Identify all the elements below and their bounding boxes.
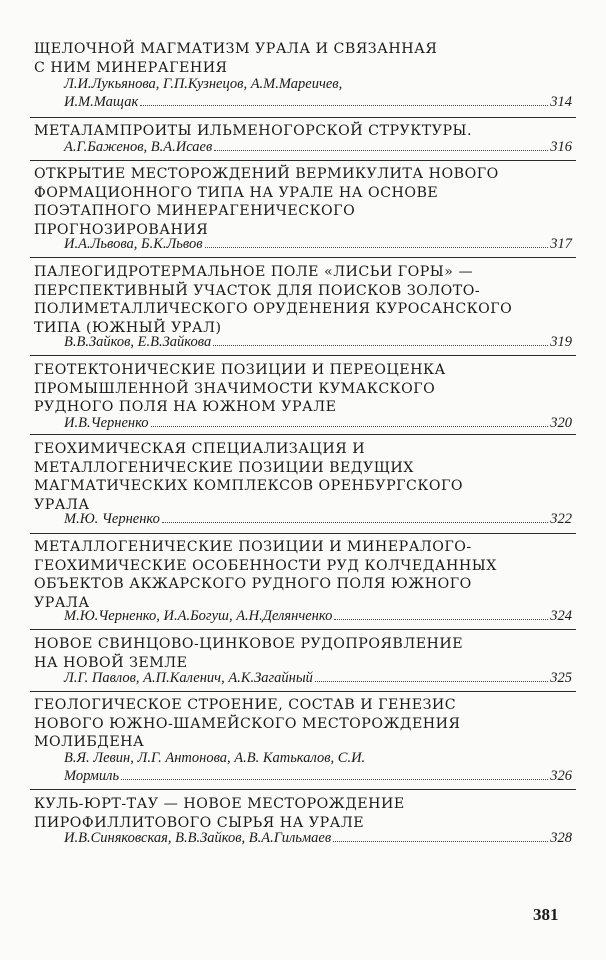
entry-last-author: И.М.Мащак — [64, 94, 139, 110]
entry-title: КУЛЬ-ЮРТ-ТАУ — НОВОЕ МЕСТОРОЖДЕНИЕ ПИРОФИЛЛИТОВОГО СЫРЬЯ НА УРАЛЕ — [34, 796, 405, 831]
entry-last-author: И.А.Львова, Б.К.Львов — [64, 236, 203, 252]
entry-authors — [64, 75, 572, 115]
divider — [30, 629, 576, 630]
page-number: 381 — [533, 905, 559, 924]
entry-title: ОТКРЫТИЕ МЕСТОРОЖДЕНИЙ ВЕРМИКУЛИТА НОВОГО ФОРМАЦИОННОГО ТИПА НА УРАЛЕ НА ОСНОВЕ ПОЭТАПНОГО МИНЕРАГЕНИЧЕСКОГО ПРОГНОЗИРОВАНИЯ — [34, 166, 499, 238]
entry-page: 319 — [550, 334, 572, 350]
divider — [30, 691, 576, 692]
entry-authors — [64, 414, 572, 434]
dot-leader — [162, 510, 548, 523]
dot-leader — [334, 607, 548, 620]
author-line: Л.И.Лукьянова, Г.П.Кузнецов, А.М.Мареичев, — [64, 76, 343, 92]
dot-leader — [151, 414, 549, 427]
entry-last-author: М.Ю.Черненко, И.А.Богуш, А.Н.Делянченко — [64, 608, 333, 624]
entry-page: 325 — [550, 670, 572, 686]
dot-leader — [315, 669, 548, 682]
entry-title: ЩЕЛОЧНОЙ МАГМАТИЗМ УРАЛА И СВЯЗАННАЯ С НИМ МИНЕРАГЕНИЯ — [34, 41, 438, 76]
entry-authors — [64, 607, 572, 627]
entry-last-author: В.В.Зайков, Е.В.Зайкова — [64, 334, 212, 350]
entry-page: 326 — [550, 768, 572, 784]
divider — [30, 355, 576, 356]
divider — [30, 434, 576, 435]
entry-last-author: М.Ю. Черненко — [64, 511, 160, 527]
entry-last-author: И.В.Черненко — [64, 415, 149, 431]
entry-last-author: И.В.Синяковская, В.В.Зайков, В.А.Гильмаев — [64, 830, 332, 846]
entry-title: ГЕОЛОГИЧЕСКОЕ СТРОЕНИЕ, СОСТАВ И ГЕНЕЗИС НОВОГО ЮЖНО-ШАМЕЙСКОГО МЕСТОРОЖДЕНИЯ МОЛИБДЕНА — [34, 697, 461, 750]
leader-line — [64, 333, 572, 352]
entry-page: 314 — [550, 94, 572, 110]
entry-title: ГЕОХИМИЧЕСКАЯ СПЕЦИАЛИЗАЦИЯ И МЕТАЛЛОГЕНИЧЕСКИЕ ПОЗИЦИИ ВЕДУЩИХ МАГМАТИЧЕСКИХ КОМПЛЕКСОВ ОРЕНБУРГСКОГО УРАЛА — [34, 441, 464, 513]
entry-last-author: Мормиль — [64, 768, 120, 784]
divider — [30, 789, 576, 790]
entry-authors — [64, 510, 572, 530]
entry-page: 322 — [550, 511, 572, 527]
entry-last-author: А.Г.Баженов, В.А.Исаев — [64, 139, 213, 155]
leader-line — [64, 607, 572, 626]
entry-authors — [64, 138, 572, 158]
entry-page: 324 — [550, 608, 572, 624]
leader-line — [64, 510, 572, 529]
dot-leader — [121, 767, 548, 780]
leader-line — [64, 235, 572, 254]
entry-authors — [64, 749, 572, 789]
entry-title: НОВОЕ СВИНЦОВО-ЦИНКОВОЕ РУДОПРОЯВЛЕНИЕ НА НОВОЙ ЗЕМЛЕ — [34, 636, 464, 671]
leader-line — [64, 414, 572, 433]
entry-page: 328 — [550, 830, 572, 846]
entry-authors — [64, 333, 572, 353]
leader-line — [64, 829, 572, 848]
divider — [30, 257, 576, 258]
entry-last-author: Л.Г. Павлов, А.П.Каленич, А.К.Загайный — [64, 670, 313, 686]
entry-title: МЕТАЛАМПРОИТЫ ИЛЬМЕНОГОРСКОЙ СТРУКТУРЫ. — [34, 123, 472, 139]
dot-leader — [333, 829, 548, 842]
leader-line — [64, 669, 572, 688]
dot-leader — [214, 138, 548, 151]
entry-authors — [64, 829, 572, 849]
author-line: В.Я. Левин, Л.Г. Антонова, А.В. Катькалов, С.И. — [64, 750, 366, 766]
entry-authors — [64, 669, 572, 689]
dot-leader — [213, 333, 548, 346]
dot-leader — [205, 235, 549, 248]
entry-page: 316 — [550, 139, 572, 155]
leader-line — [64, 138, 572, 157]
divider — [30, 160, 576, 161]
entry-authors — [64, 235, 572, 255]
entry-title: ПАЛЕОГИДРОТЕРМАЛЬНОЕ ПОЛЕ «ЛИСЬИ ГОРЫ» — ПЕРСПЕКТИВНЫЙ УЧАСТОК ДЛЯ ПОИСКОВ ЗОЛОТО- ПОЛИМЕТАЛЛИЧЕСКОГО ОРУДЕНЕНИЯ КУРОСАНСКОГО ТИПА (ЮЖНЫЙ УРАЛ) — [34, 264, 513, 336]
entry-page: 320 — [550, 415, 572, 431]
entry-page: 317 — [550, 236, 572, 252]
entry-title: ГЕОТЕКТОНИЧЕСКИЕ ПОЗИЦИИ И ПЕРЕОЦЕНКА ПРОМЫШЛЕННОЙ ЗНАЧИМОСТИ КУМАКСКОГО РУДНОГО ПОЛЯ НА ЮЖНОМ УРАЛЕ — [34, 362, 446, 415]
leader-line — [64, 93, 572, 112]
dot-leader — [140, 93, 548, 106]
entry-title: МЕТАЛЛОГЕНИЧЕСКИЕ ПОЗИЦИИ И МИНЕРАЛОГО- ГЕОХИМИЧЕСКИЕ ОСОБЕННОСТИ РУД КОЛЧЕДАННЫХ ОБЪЕКТОВ АКЖАРСКОГО РУДНОГО ПОЛЯ ЮЖНОГО УРАЛА — [34, 539, 497, 611]
divider — [30, 117, 576, 118]
divider — [30, 533, 576, 534]
leader-line — [64, 767, 572, 786]
